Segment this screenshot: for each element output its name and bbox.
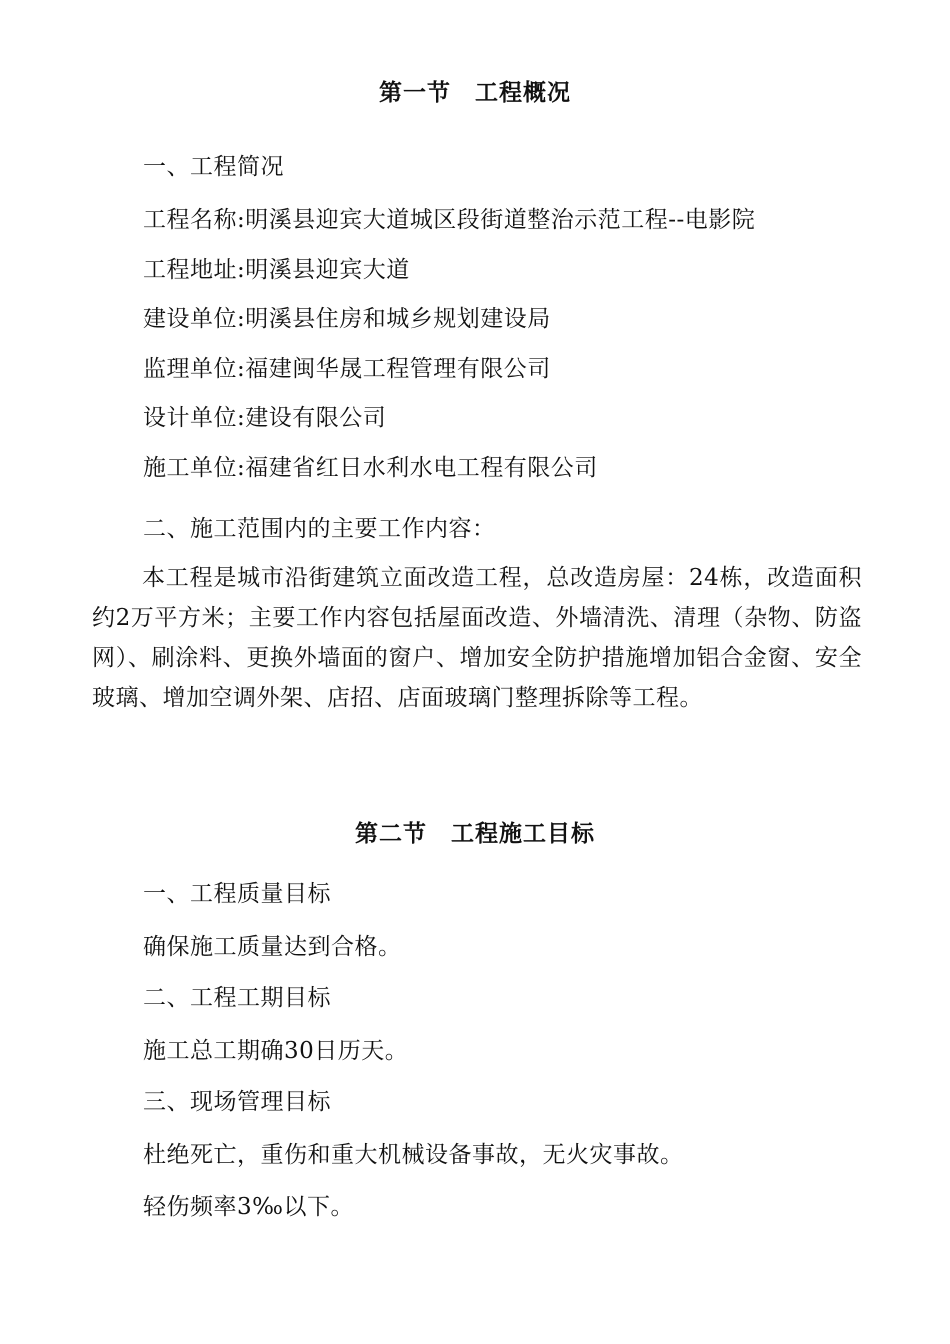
schedule-heading: 二、工程工期目标 <box>143 985 331 1011</box>
site-management-text-1: 杜绝死亡，重伤和重大机械设备事故，无火灾事故。 <box>143 1142 684 1168</box>
project-address-line: 工程地址:明溪县迎宾大道 <box>143 257 410 283</box>
construction-unit-line: 施工单位:福建省红日水利水电工程有限公司 <box>143 455 598 481</box>
project-name-line: 工程名称:明溪县迎宾大道城区段街道整治示范工程--电影院 <box>143 207 756 233</box>
site-management-heading: 三、现场管理目标 <box>143 1089 331 1115</box>
scope-paragraph: 本工程是城市沿街建筑立面改造工程，总改造房屋：24栋，改造面积约2万平方米；主要工作内容包括屋面改造、外墙清洗、清理（杂物、防盗网）、刷涂料、更换外墙面的窗户、增加安全防护措施增加铝合金窗、安全玻璃、增加空调外架、店招、店面玻璃门整理拆除等工程。 <box>92 565 862 711</box>
owner-unit-line: 建设单位:明溪县住房和城乡规划建设局 <box>143 306 551 332</box>
site-management-text-2: 轻伤频率3‰以下。 <box>143 1194 354 1220</box>
quality-text: 确保施工质量达到合格。 <box>143 934 402 960</box>
design-unit-line: 设计单位:建设有限公司 <box>143 405 387 431</box>
overview-heading: 一、工程简况 <box>143 154 284 180</box>
section-1-title: 第一节 工程概况 <box>379 80 571 106</box>
supervisor-unit-line: 监理单位:福建闽华晟工程管理有限公司 <box>143 356 551 382</box>
scope-heading: 二、施工范围内的主要工作内容： <box>143 516 496 542</box>
schedule-text: 施工总工期确30日历天。 <box>143 1038 409 1064</box>
section-2-title: 第二节 工程施工目标 <box>355 821 595 847</box>
quality-heading: 一、工程质量目标 <box>143 881 331 907</box>
